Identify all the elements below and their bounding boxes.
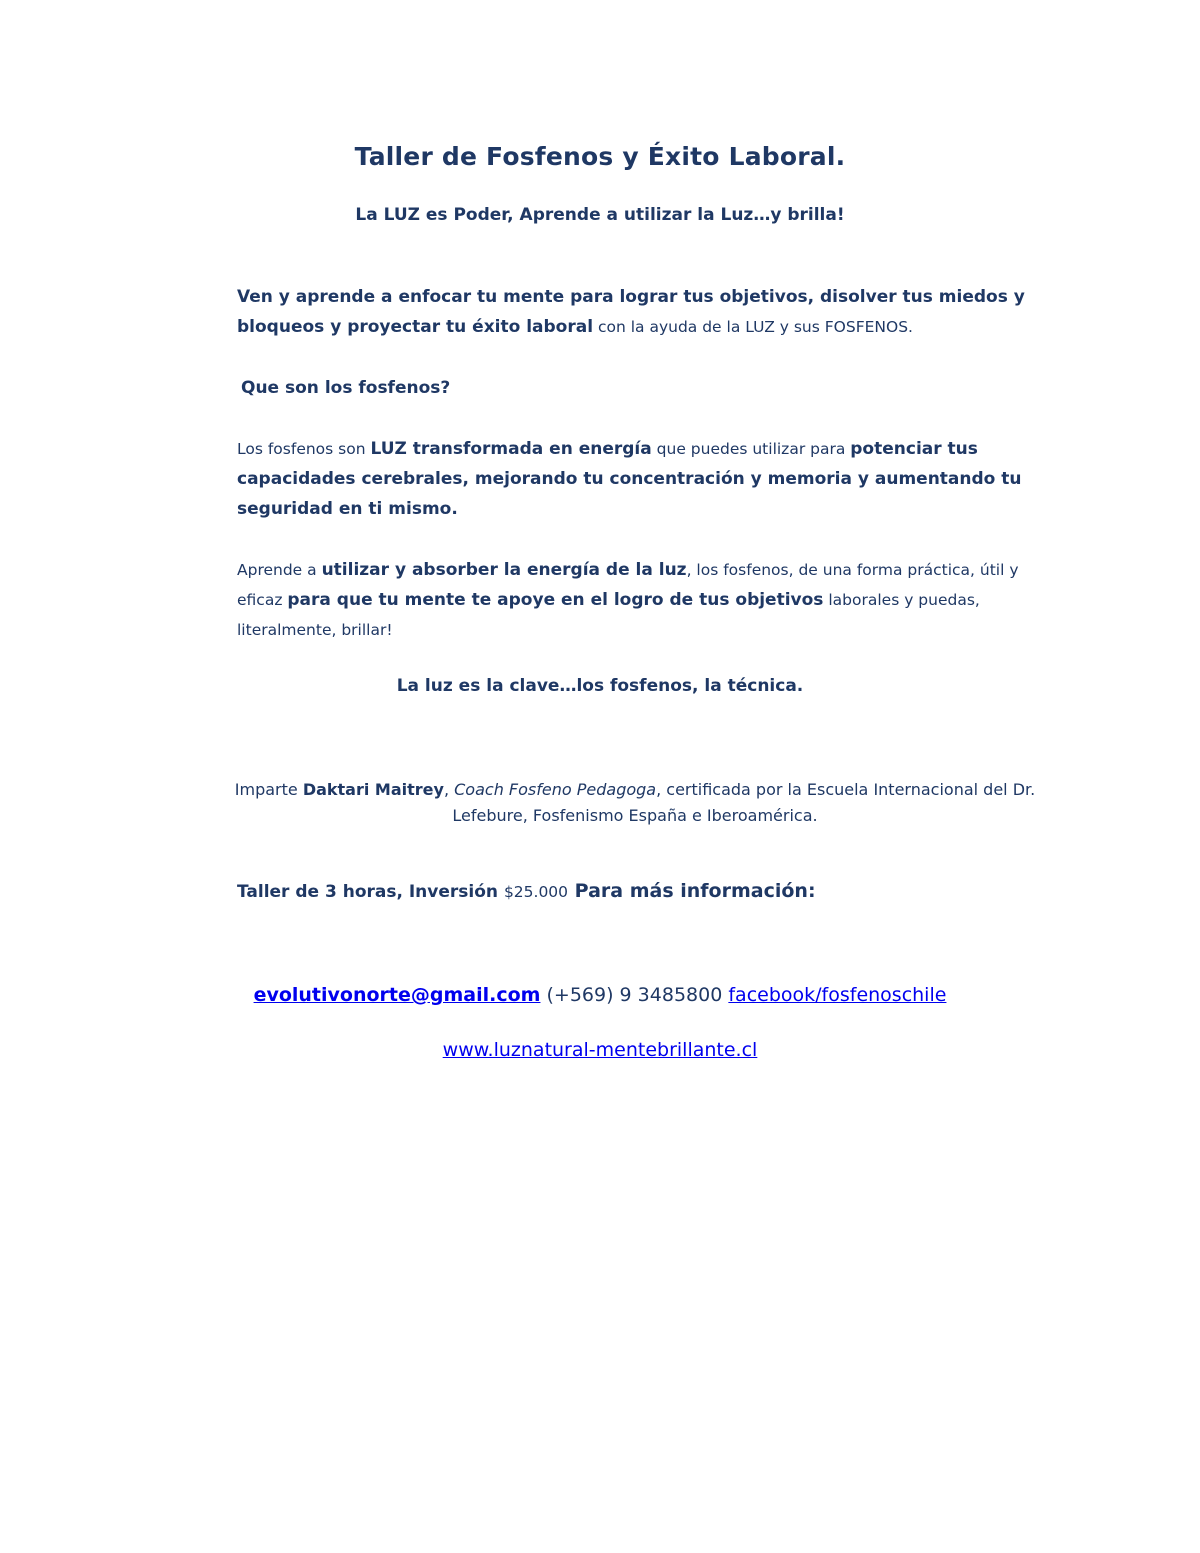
- definition-bold-2: potenciar tus capacidades cerebrales, mejorando tu concentración y memoria y aumentando tu seguridad en ti mismo.: [237, 439, 1022, 519]
- workshop-price: $25.000: [503, 883, 569, 901]
- website-link[interactable]: www.luznatural-mentebrillante.cl: [442, 1039, 758, 1061]
- key-phrase: La luz es la clave…los fosfenos, la técnica.: [396, 676, 804, 696]
- learn-paragraph: [237, 555, 1037, 645]
- learn-text-2: , los fosfenos, de una forma práctica, útil y eficaz: [237, 561, 1019, 609]
- definition-text-2: que puedes utilizar para: [651, 440, 851, 458]
- contact-line: [0, 984, 1200, 1006]
- definition-paragraph: [237, 434, 1037, 524]
- website-line: [0, 1039, 1200, 1061]
- phone-number: (+569) 9 3485800: [540, 984, 729, 1006]
- instructor-paragraph: [230, 777, 1040, 829]
- learn-text-3: laborales y puedas, literalmente, brillar!: [237, 591, 980, 639]
- definition-text-1: Los fosfenos son: [237, 440, 371, 458]
- question-heading: Que son los fosfenos?: [241, 378, 451, 398]
- intro-rest-text: con la ayuda de la LUZ y sus FOSFENOS.: [593, 318, 913, 336]
- instructor-certification: , certificada por la Escuela Internacional del Dr. Lefebure, Fosfenismo España e Iberoamérica.: [452, 780, 1036, 825]
- instructor-name: Daktari Maitrey: [302, 780, 444, 799]
- learn-bold-1: utilizar y absorber la energía de la luz: [321, 560, 687, 580]
- email-link[interactable]: evolutivonorte@gmail.com: [253, 984, 541, 1006]
- workshop-duration: Taller de 3 horas, Inversión: [237, 882, 504, 902]
- learn-bold-2: para que tu mente te apoye en el logro de tus objetivos: [287, 590, 824, 610]
- workshop-info: [237, 880, 1037, 902]
- definition-bold-1: LUZ transformada en energía: [370, 439, 652, 459]
- instructor-prefix: Imparte: [234, 780, 303, 799]
- subtitle: La LUZ es Poder, Aprende a utilizar la Luz…y brilla!: [355, 205, 845, 225]
- instructor-role: Coach Fosfeno Pedagoga: [454, 780, 657, 799]
- intro-paragraph: [237, 282, 1037, 342]
- learn-text-1: Aprende a: [237, 561, 322, 579]
- instructor-comma: ,: [443, 780, 455, 799]
- page-title: Taller de Fosfenos y Éxito Laboral.: [354, 142, 846, 171]
- intro-bold-text: Ven y aprende a enfocar tu mente para lograr tus objetivos, disolver tus miedos y bloqueos y proyectar tu éxito laboral: [237, 287, 1025, 337]
- more-info-label: Para más información:: [568, 880, 816, 902]
- facebook-link[interactable]: facebook/fosfenoschile: [728, 984, 947, 1006]
